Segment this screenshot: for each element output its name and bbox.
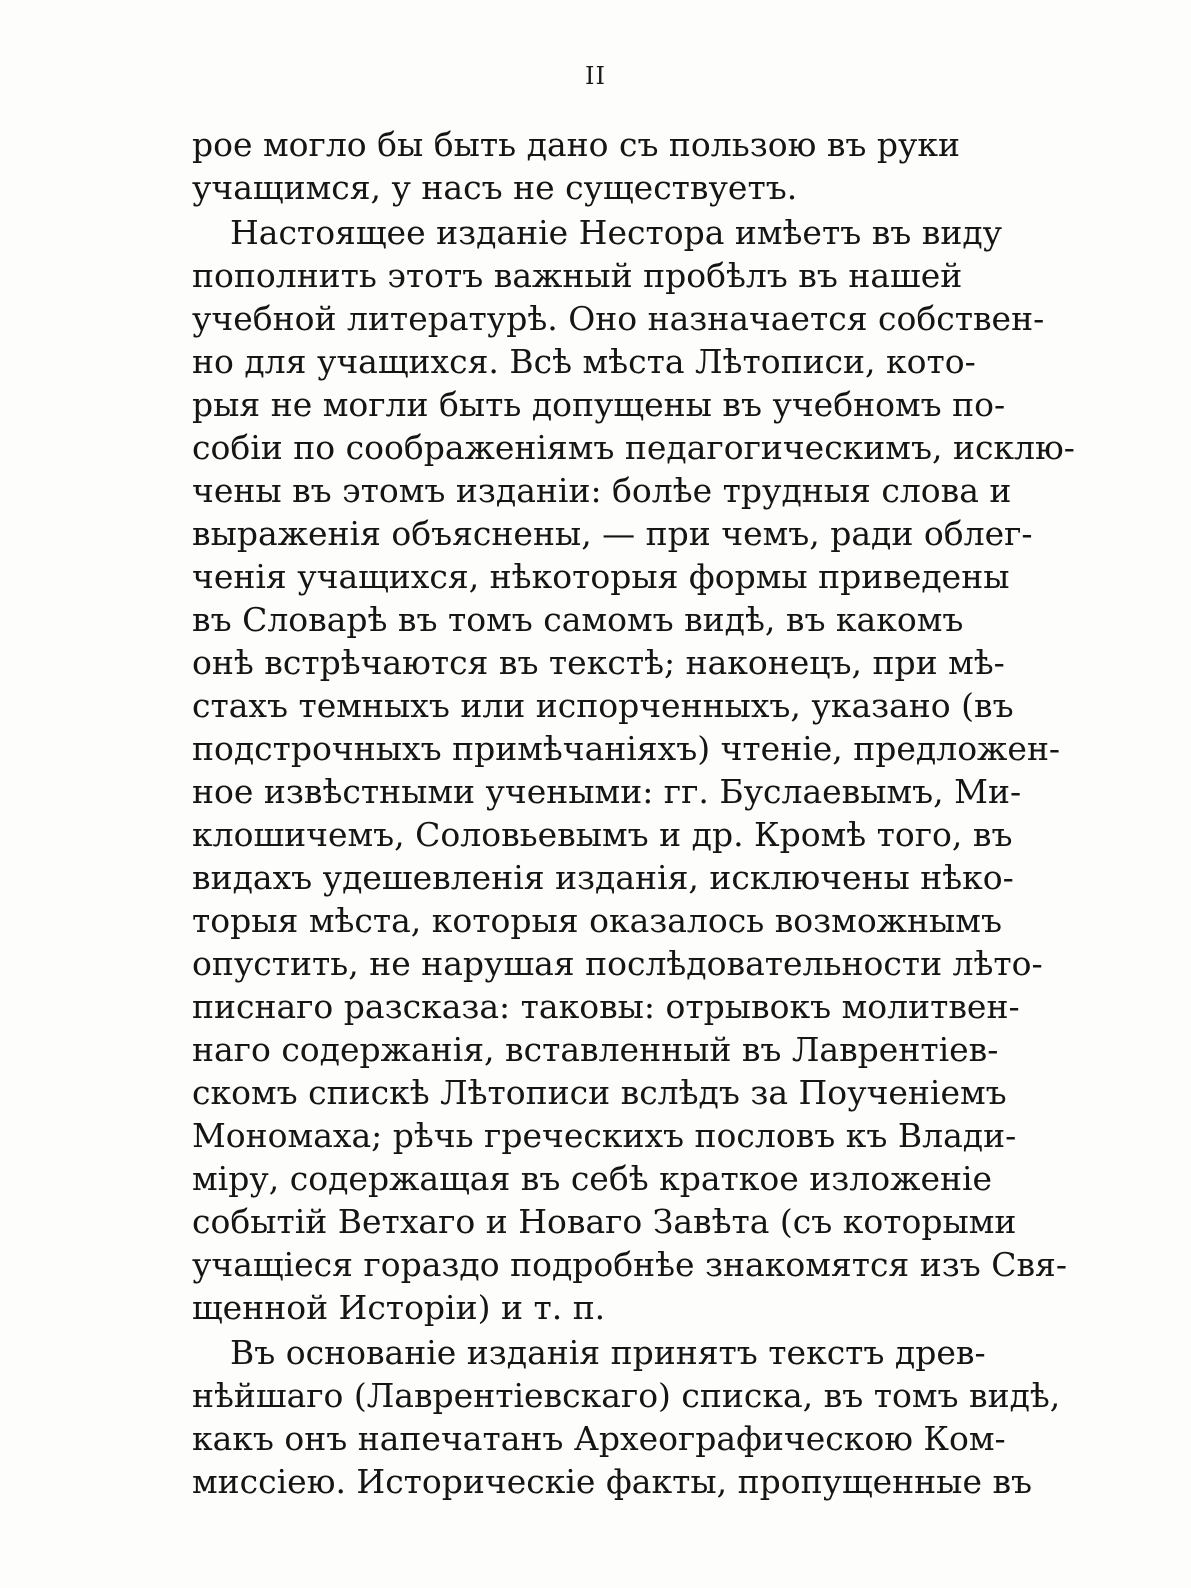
text-line: міру, содержащая въ себѣ краткое изложеніе (192, 1159, 993, 1198)
text-line: ченія учащихся, нѣкоторыя формы приведены (192, 557, 1010, 596)
text-line: щенной Исторіи) и т. п. (192, 1288, 606, 1327)
text-line: видахъ удешевленія изданія, исключены нѣко- (192, 858, 1014, 897)
text-line: нѣйшаго (Лаврентіевскаго) списка, въ томъ видѣ, (192, 1376, 1061, 1415)
text-line: учащіеся гораздо подробнѣе знакомятся изъ Свя- (192, 1245, 1068, 1284)
text-line: писнаго разсказа: таковы: отрывокъ молитвен- (192, 987, 1020, 1026)
text-line: подстрочныхъ примѣчаніяхъ) чтеніе, предложен- (192, 729, 1061, 768)
text-line: опустить, не нарушая послѣдовательности лѣто- (192, 944, 1043, 983)
page-number: II (585, 62, 606, 90)
text-line: онѣ встрѣчаются въ текстѣ; наконецъ, при мѣ- (192, 643, 1005, 682)
paragraph-start-line: Настоящее изданіе Нестора имѣетъ въ виду (230, 213, 1003, 252)
text-line: учебной литературѣ. Оно назначается собствен- (192, 299, 1045, 338)
text-line: учащимся, у насъ не существуетъ. (192, 168, 798, 207)
text-line: клошичемъ, Соловьевымъ и др. Кромѣ того, въ (192, 815, 1013, 854)
text-line: Мономаха; рѣчь греческихъ пословъ къ Влади- (192, 1116, 1017, 1155)
text-line: выраженія объяснены, — при чемъ, ради облег- (192, 514, 1033, 553)
text-line: стахъ темныхъ или испорченныхъ, указано (въ (192, 686, 1014, 725)
text-line: ное извѣстными учеными: гг. Буслаевымъ, Ми- (192, 772, 1022, 811)
text-line: рыя не могли быть допущены въ учебномъ по- (192, 385, 1006, 424)
text-line: наго содержанія, вставленный въ Лаврентіев- (192, 1030, 999, 1069)
paragraph-start-line: Въ основаніе изданія принятъ текстъ древ- (230, 1333, 986, 1372)
text-line: миссіею. Историческіе факты, пропущенные въ (192, 1462, 1033, 1501)
text-line: рое могло бы быть дано съ пользою въ руки (192, 125, 961, 164)
text-line: событій Ветхаго и Новаго Завѣта (съ которыми (192, 1202, 1017, 1241)
text-line: скомъ спискѣ Лѣтописи вслѣдъ за Поученіемъ (192, 1073, 1007, 1112)
text-line: въ Словарѣ въ томъ самомъ видѣ, въ какомъ (192, 600, 964, 639)
text-line: какъ онъ напечатанъ Археографическою Ком- (192, 1419, 1006, 1458)
text-line: торыя мѣста, которыя оказалось возможнымъ (192, 901, 1002, 940)
text-line: чены въ этомъ изданіи: болѣе трудныя слова и (192, 471, 1012, 510)
text-line: но для учащихся. Всѣ мѣста Лѣтописи, кото- (192, 342, 976, 381)
text-line: собіи по соображеніямъ педагогическимъ, исклю- (192, 428, 1075, 467)
text-line: пополнить этотъ важный пробѣлъ въ нашей (192, 256, 963, 295)
